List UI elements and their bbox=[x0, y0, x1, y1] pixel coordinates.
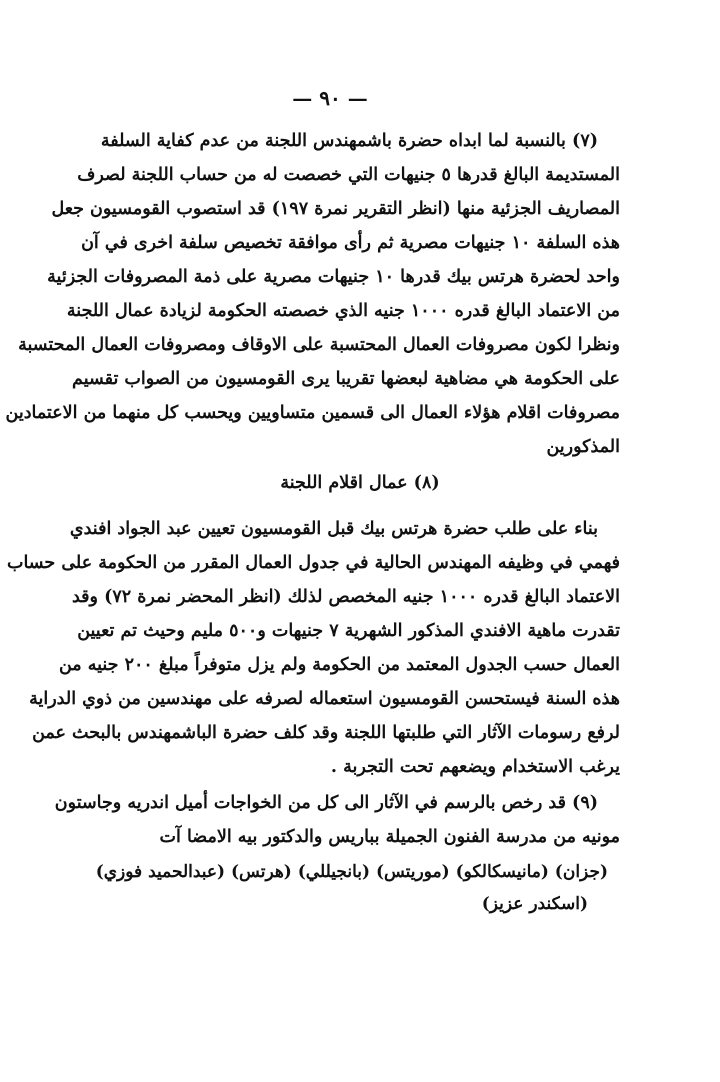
section7-line: على الحكومة هي مضاهية لبعضها تقريبا يرى القومسيون من الصواب تقسيم bbox=[72, 369, 620, 389]
section7-line: واحد لحضرة هرتس بيك قدرها ١٠ جنيهات مصرية على ذمة المصروفات الجزئية bbox=[47, 267, 620, 287]
section8-line: الاعتماد البالغ قدره ١٠٠٠ جنيه المخصص لذلك (انظر المحضر نمرة ٧٢) وقد bbox=[71, 587, 620, 607]
section8-line: فهمي في وظيفه المهندس الحالية في جدول العمال المقرر من الحكومة على حساب bbox=[6, 553, 620, 573]
section8-line: العمال حسب الجدول المعتمد من الحكومة ولم يزل متوفراً مبلغ ٢٠٠ جنيه من bbox=[58, 655, 620, 675]
section7-line: المصاريف الجزئية منها (انظر التقرير نمرة ١٩٧) قد استصوب القومسيون جعل bbox=[51, 199, 620, 219]
signatures-line: (اسكندر عزيز) bbox=[481, 894, 588, 914]
signatures-line: (جزان) (مانيسكالكو) (موريتس) (بانجيللي) (هرتس) (عبدالحميد فوزي) bbox=[95, 862, 608, 882]
section7-line: من الاعتماد البالغ قدره ١٠٠٠ جنيه الذي خصصته الحكومة لزيادة عمال اللجنة bbox=[66, 301, 620, 321]
section7-line: (٧) بالنسبة لما ابداه حضرة باشمهندس اللجنة من عدم كفاية السلفة bbox=[100, 131, 598, 151]
section9-line: (٩) قد رخص بالرسم في الآثار الى كل من الخواجات أميل اندريه وجاستون bbox=[54, 793, 598, 813]
section8-line: بناء على طلب حضرة هرتس بيك قبل القومسيون تعيين عبد الجواد افندي bbox=[69, 519, 598, 539]
section8-line: يرغب الاستخدام ويضعهم تحت التجربة . bbox=[330, 757, 620, 777]
section8-line: لرفع رسومات الآثار التي طلبتها اللجنة وقد كلف حضرة الباشمهندس بالبحث عمن bbox=[32, 723, 620, 743]
section7-line: ونظرا لكون مصروفات العمال المحتسبة على الاوقاف ومصروفات العمال المحتسبة bbox=[18, 335, 620, 355]
section7-line: المستديمة البالغ قدرها ٥ جنيهات التي خصصت له من حساب اللجنة لصرف bbox=[77, 165, 620, 185]
section8-line: تقدرت ماهية الافندي المذكور الشهرية ٧ جنيهات و٥٠٠ مليم وحيث تم تعيين bbox=[77, 621, 620, 641]
section7-line: المذكورين bbox=[546, 437, 620, 457]
section9-line: مونيه من مدرسة الفنون الجميلة بباريس والدكتور بيه الامضا آت bbox=[159, 827, 620, 847]
page-number: — ٩٠ — bbox=[292, 86, 368, 110]
section7-line: هذه السلفة ١٠ جنيهات مصرية ثم رأى موافقة تخصيص سلفة اخرى في آن bbox=[81, 233, 620, 253]
section8-line: هذه السنة فيستحسن القومسيون استعماله لصرفه على مهندسين من ذوي الدراية bbox=[29, 689, 620, 709]
section7-line: مصروفات اقلام هؤلاء العمال الى قسمين متساويين ويحسب كل منهما من الاعتمادين bbox=[5, 403, 620, 423]
section8-heading: (٨) عمال اقلام اللجنة bbox=[280, 473, 440, 493]
